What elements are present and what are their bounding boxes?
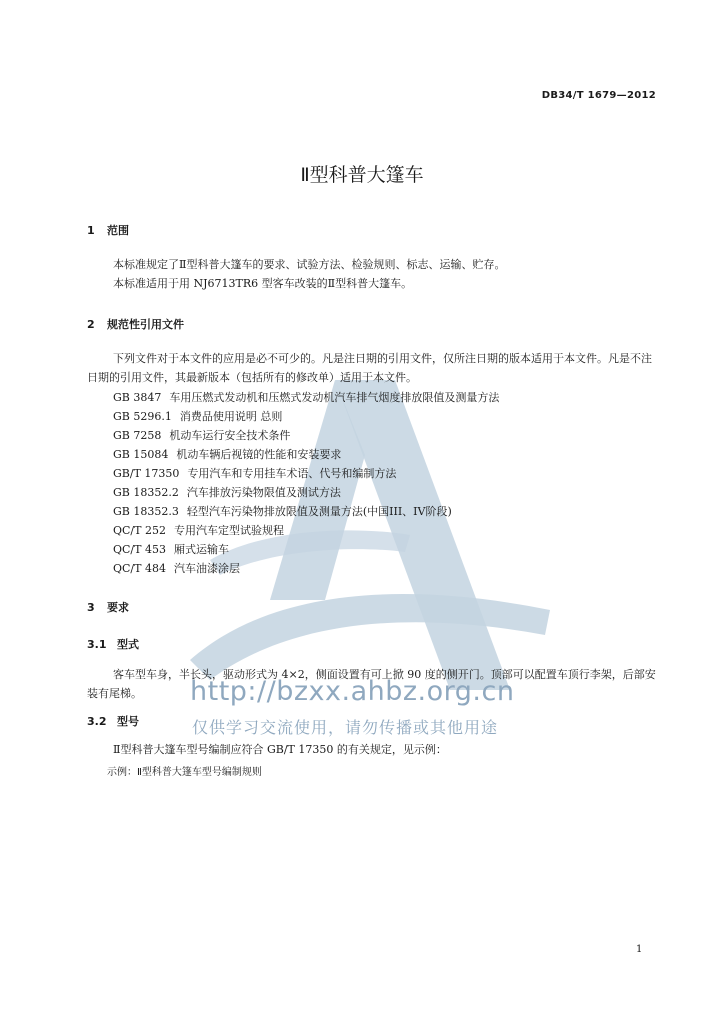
example-caption: 示例：Ⅱ型科普大篷车型号编制规则 — [107, 767, 262, 778]
reference-name: 消费品使用说明 总则 — [179, 410, 283, 423]
reference-item — [113, 465, 396, 481]
reference-item — [113, 560, 240, 576]
reference-name: 轻型汽车污染物排放限值及测量方法(中国III、IV阶段) — [186, 505, 452, 518]
paragraph: 本标准规定了Ⅱ型科普大篷车的要求、试验方法、检验规则、标志、运输、贮存。 — [113, 258, 506, 271]
watermark-note: 仅供学习交流使用，请勿传播或其他用途 — [192, 718, 499, 737]
standard-code: DB34/T 1679—2012 — [541, 90, 656, 101]
reference-name: 专用汽车定型试验规程 — [173, 524, 284, 537]
subsection-title: 型号 — [117, 715, 139, 728]
section-number: 2 — [87, 318, 95, 331]
reference-item — [113, 389, 499, 405]
section-title: 规范性引用文件 — [107, 318, 184, 331]
paragraph: 客车型车身，半长头，驱动形式为 4×2，侧面设置有可上掀 90 度的侧开门。顶部可以配置车顶行李架，后部安装有尾梯。 — [87, 668, 656, 700]
section-2-heading — [87, 316, 184, 332]
reference-name: 机动车运行安全技术条件 — [169, 429, 291, 442]
reference-item — [113, 427, 290, 443]
reference-name: 车用压燃式发动机和压燃式发动机汽车排气烟度排放限值及测量方法 — [169, 391, 500, 404]
section-3-heading — [87, 599, 129, 615]
section-title: 范围 — [107, 224, 129, 237]
section-title: 要求 — [107, 601, 129, 614]
paragraph: 下列文件对于本文件的应用是必不可少的。凡是注日期的引用文件，仅所注日期的版本适用于本文件。凡是不注日期的引用文件，其最新版本（包括所有的修改单）适用于本文件。 — [87, 352, 652, 384]
reference-code: QC/T 252 — [113, 524, 166, 537]
subsection-3-2-heading — [87, 713, 139, 729]
reference-item — [113, 446, 341, 462]
paragraph: Ⅱ型科普大篷车型号编制应符合 GB/T 17350 的有关规定，见示例： — [113, 743, 447, 756]
section-number: 1 — [87, 224, 95, 237]
subsection-3-1-heading — [87, 636, 139, 652]
reference-code: GB 15084 — [113, 448, 169, 461]
subsection-number: 3.1 — [87, 638, 107, 651]
reference-code: GB 18352.2 — [113, 486, 179, 499]
page-title: Ⅱ型科普大篷车 — [300, 164, 424, 186]
reference-code: GB 5296.1 — [113, 410, 172, 423]
reference-name: 汽车排放污染物限值及测试方法 — [186, 486, 341, 499]
reference-code: GB 7258 — [113, 429, 162, 442]
section-1-heading — [87, 222, 129, 238]
reference-name: 汽车油漆涂层 — [173, 562, 240, 575]
reference-item — [113, 408, 282, 424]
reference-name: 厢式运输车 — [173, 543, 229, 556]
reference-code: QC/T 484 — [113, 562, 166, 575]
reference-code: GB 18352.3 — [113, 505, 179, 518]
page-number: 1 — [636, 944, 643, 955]
watermark-url: http://bzxx.ahbz.org.cn — [190, 676, 515, 707]
reference-name: 机动车辆后视镜的性能和安装要求 — [176, 448, 342, 461]
reference-code: QC/T 453 — [113, 543, 166, 556]
reference-name: 专用汽车和专用挂车术语、代号和编制方法 — [187, 467, 397, 480]
subsection-title: 型式 — [117, 638, 139, 651]
reference-item — [113, 484, 341, 500]
section-number: 3 — [87, 601, 95, 614]
paragraph: 本标准适用于用 NJ6713TR6 型客车改装的Ⅱ型科普大篷车。 — [113, 277, 413, 290]
reference-code: GB/T 17350 — [113, 467, 180, 480]
reference-item — [113, 503, 452, 519]
reference-item — [113, 522, 284, 538]
reference-code: GB 3847 — [113, 391, 162, 404]
reference-item — [113, 541, 229, 557]
subsection-number: 3.2 — [87, 715, 107, 728]
